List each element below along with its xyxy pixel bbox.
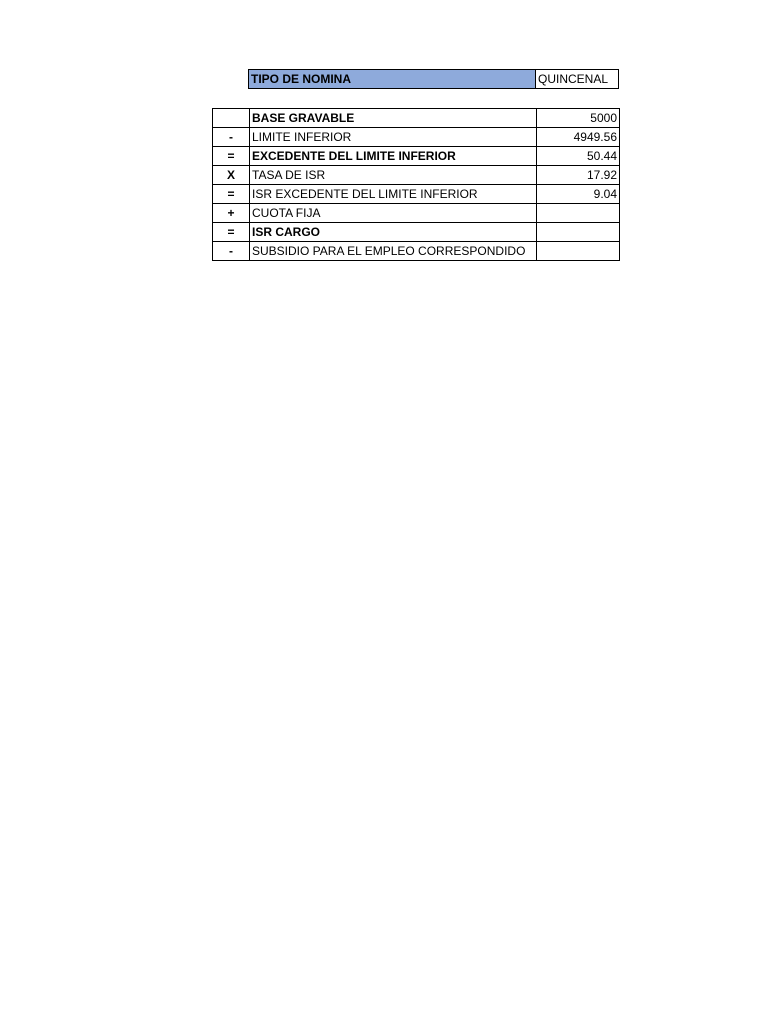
operator-cell[interactable] — [213, 109, 250, 128]
concept-cell[interactable]: BASE GRAVABLE — [250, 109, 537, 128]
concept-cell[interactable]: ISR CARGO — [250, 223, 537, 242]
operator-cell[interactable]: = — [213, 147, 250, 166]
value-cell[interactable]: 5000 — [537, 109, 620, 128]
operator-cell[interactable]: X — [213, 166, 250, 185]
concept-cell[interactable]: EXCEDENTE DEL LIMITE INFERIOR — [250, 147, 537, 166]
value-cell[interactable] — [537, 223, 620, 242]
concept-cell[interactable]: SUBSIDIO PARA EL EMPLEO CORRESPONDIDO — [250, 242, 537, 261]
table-row-tasa-isr — [213, 166, 620, 185]
operator-cell[interactable]: + — [213, 204, 250, 223]
payroll-type-row — [249, 70, 619, 89]
table-row-cuota-fija — [213, 204, 620, 223]
table-row-isr-excedente — [213, 185, 620, 204]
concept-cell[interactable]: ISR EXCEDENTE DEL LIMITE INFERIOR — [250, 185, 537, 204]
operator-cell[interactable]: = — [213, 185, 250, 204]
value-cell[interactable]: 9.04 — [537, 185, 620, 204]
payroll-type-label[interactable]: TIPO DE NOMINA — [249, 70, 536, 89]
table-row-excedente — [213, 147, 620, 166]
payroll-type-value[interactable]: QUINCENAL — [536, 70, 619, 89]
concept-cell[interactable]: TASA DE ISR — [250, 166, 537, 185]
operator-cell[interactable]: - — [213, 128, 250, 147]
payroll-type-table — [248, 69, 619, 89]
value-cell[interactable] — [537, 204, 620, 223]
operator-cell[interactable]: - — [213, 242, 250, 261]
table-row-base-gravable — [213, 109, 620, 128]
operator-cell[interactable]: = — [213, 223, 250, 242]
table-row-limite-inferior — [213, 128, 620, 147]
concept-cell[interactable]: CUOTA FIJA — [250, 204, 537, 223]
value-cell[interactable]: 50.44 — [537, 147, 620, 166]
table-row-subsidio — [213, 242, 620, 261]
value-cell[interactable] — [537, 242, 620, 261]
value-cell[interactable]: 4949.56 — [537, 128, 620, 147]
concept-cell[interactable]: LIMITE INFERIOR — [250, 128, 537, 147]
table-row-isr-cargo — [213, 223, 620, 242]
value-cell[interactable]: 17.92 — [537, 166, 620, 185]
isr-calculation-table — [212, 108, 620, 261]
